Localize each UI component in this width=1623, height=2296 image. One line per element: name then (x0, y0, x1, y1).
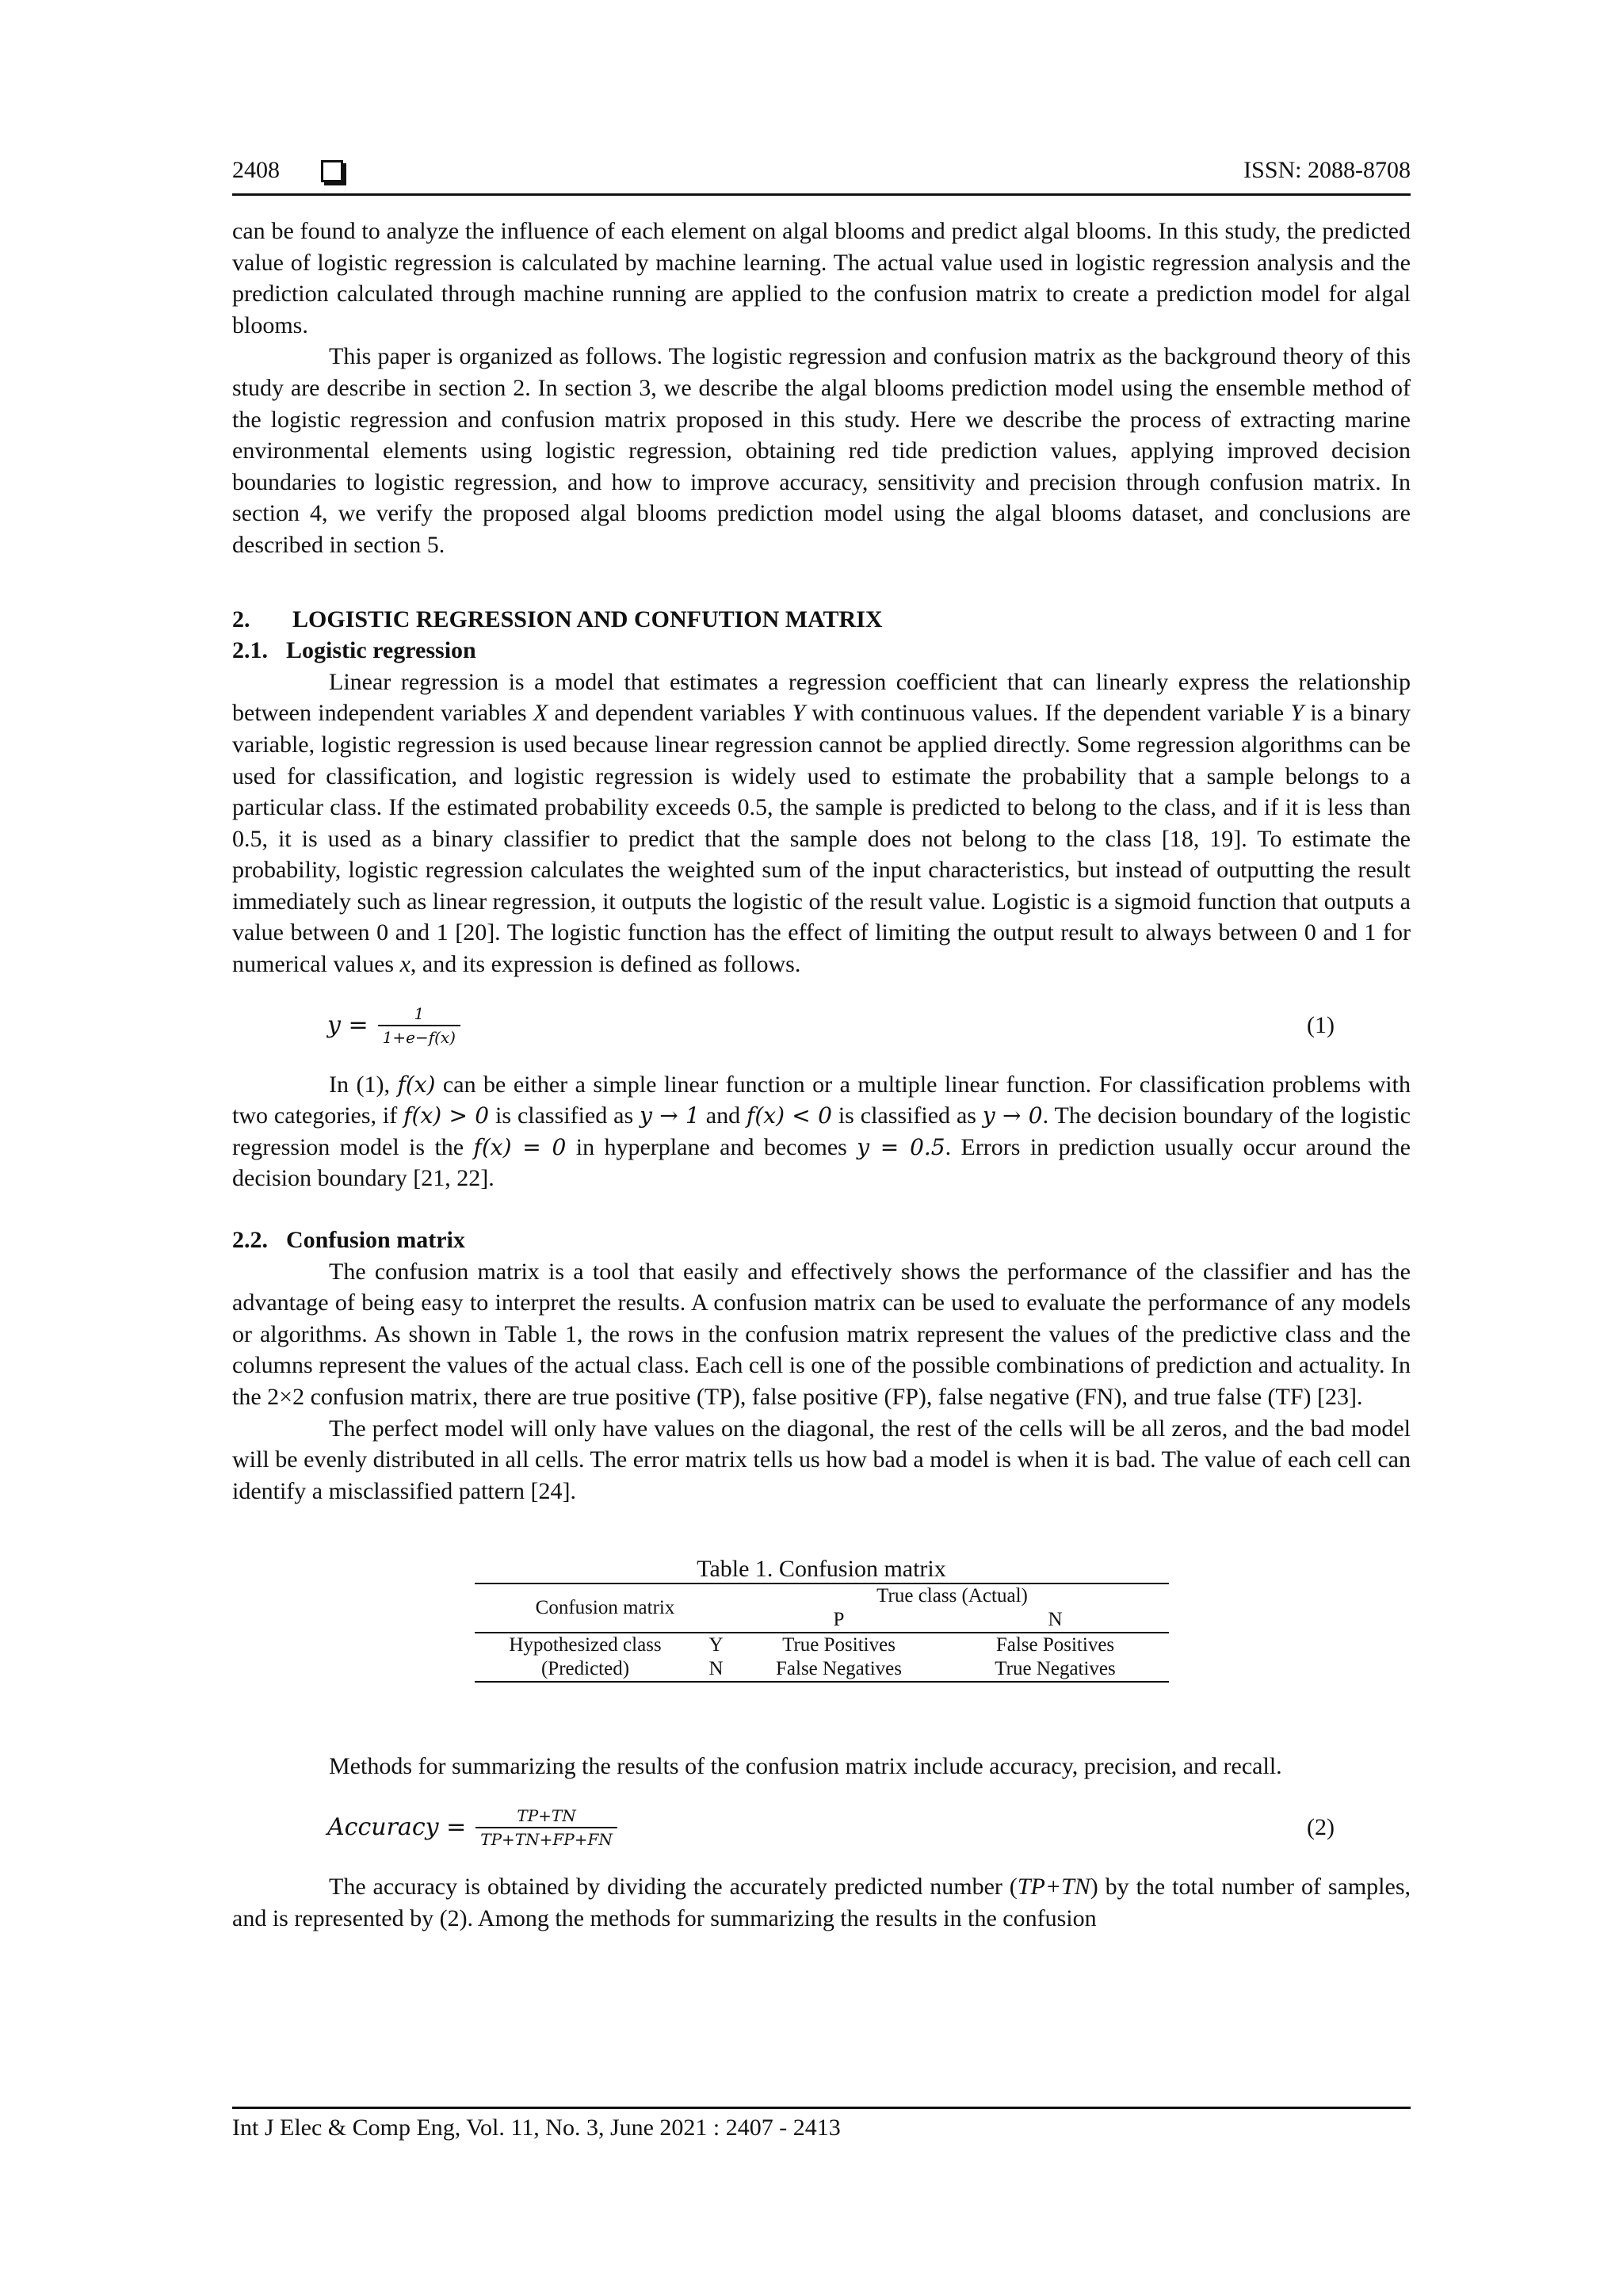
equation-2-lhs: Accuracy = (327, 1813, 467, 1842)
equation-1-denominator: 1+e−f(x) (378, 1025, 460, 1047)
equation-2-fraction (475, 1806, 617, 1849)
equation-1-numerator: 1 (414, 1003, 425, 1023)
table-row-header-n: N (697, 1657, 736, 1682)
section-title: LOGISTIC REGRESSION AND CONFUTION MATRIX (292, 606, 883, 632)
equation-2 (232, 1800, 1411, 1855)
accuracy-paragraph: The accuracy is obtained by dividing the accurately predicted number (TP+TN) by the total number of samples, and is represented by (2). Among the methods for summarizing the results in the confusion (232, 1873, 1411, 1931)
confusion-matrix-paragraph-1: The confusion matrix is a tool that easily and effectively shows the performance of the classifier and has the advantage of being easy to interpret the results. A confusion matrix can be used to evaluate the performance of any models or algorithms. As shown in Table 1, the rows in the confusion matrix represent the values of the predictive class and the columns represent the values of the actual class. Each cell is one of the possible combinations of prediction and actuality. In the 2×2 confusion matrix, there are true positive (TP), false positive (FP), false negative (FN), and true false (TF) [23]. (232, 1258, 1411, 1410)
intro-paragraph-1: can be found to analyze the influence of each element on algal blooms and predict algal blooms. In this study, the predicted value of logistic regression is calculated by machine learning. The actual value used in logistic regression analysis and the prediction calculated through machine running are applied to the confusion matrix to create a prediction model for algal blooms. (232, 218, 1411, 338)
subsection-number: 2.1. (232, 637, 268, 664)
table-corner-cell: Confusion matrix (475, 1584, 736, 1633)
intro-paragraph-2: This paper is organized as follows. The logistic regression and confusion matrix as the background theory of this study are describe in section 2. In section 3, we describe the algal blooms prediction model using the ensemble method of the logistic regression and confusion matrix proposed in this study. Here we describe the process of extracting marine environmental elements using logistic regression, obtaining red tide prediction values, applying improved decision boundaries to logistic regression, and how to improve accuracy, sensitivity and precision through confusion matrix. In section 4, we verify the proposed algal blooms prediction model using the algal blooms dataset, and conclusions are described in section 5. (232, 343, 1411, 558)
subsection-title: Logistic regression (286, 637, 476, 664)
summary-methods-paragraph: Methods for summarizing the results of the confusion matrix include accuracy, precision, and recall. (329, 1753, 1282, 1780)
subsection-2-2-heading (232, 1224, 1411, 1256)
equation-1-fraction (378, 1004, 460, 1047)
section-2-heading (232, 604, 1411, 636)
confusion-matrix-paragraph-2: The perfect model will only have values on the diagonal, the rest of the cells will be all zeros, and the bad model will be evenly distributed in all cells. The error matrix tells us how bad a model is when it is bad. The value of each cell can identify a misclassified pattern [24]. (232, 1415, 1411, 1504)
footer-citation: Int J Elec & Comp Eng, Vol. 11, No. 3, June 2021 : 2407 - 2413 (232, 2115, 841, 2141)
table-caption: Table 1. Confusion matrix (697, 1556, 946, 1583)
table-row-label: Hypothesized class (475, 1633, 697, 1657)
equation-1-body (327, 998, 460, 1053)
equation-1 (232, 998, 1411, 1053)
table-column-header-p: P (833, 1609, 845, 1631)
confusion-matrix-table (475, 1583, 1169, 1683)
table-cell-fn: False Negatives (736, 1657, 942, 1682)
header-rule (232, 193, 1411, 196)
subsection-2-1-heading (232, 635, 1411, 667)
section-number: 2. (232, 606, 250, 632)
table-column-header-n: N (1048, 1609, 1063, 1631)
checkbox-square-icon (321, 160, 343, 182)
equation-1-label: (1) (1307, 1011, 1335, 1038)
subsection-title: Confusion matrix (286, 1227, 465, 1254)
table-cell-fp: False Positives (942, 1633, 1169, 1657)
equation-2-label: (2) (1307, 1813, 1335, 1840)
page-content (232, 216, 1411, 1934)
equation-2-denominator: TP+TN+FP+FN (475, 1827, 617, 1849)
issn-label: ISSN: 2088-8708 (1243, 157, 1411, 183)
table-row-header-y: Y (697, 1633, 736, 1657)
table-cell-tn: True Negatives (942, 1657, 1169, 1682)
table-column-group-header: True class (Actual) (736, 1584, 1169, 1608)
table-cell-tp: True Positives (736, 1633, 942, 1657)
footer-rule (232, 2107, 1411, 2109)
table-row-label: (Predicted) (475, 1657, 697, 1682)
equation-2-numerator: TP+TN (517, 1805, 576, 1825)
page-header (232, 152, 1411, 193)
table-1 (475, 1556, 1169, 1683)
decision-boundary-paragraph: In (1), f(x) can be either a simple linear function or a multiple linear function. For classification problems with two categories, if f(x) > 0 is classified as y → 1 and f(x) < 0 is classified as y → 0. The decision boundary of the logistic regression model is the f(x) = 0 in hyperplane and becomes y = 0.5. Errors in prediction usually occur around the decision boundary [21, 22]. (232, 1071, 1411, 1192)
equation-1-lhs: y = (327, 1011, 369, 1040)
equation-2-body (327, 1800, 617, 1855)
page-number: 2408 (232, 157, 280, 183)
subsection-number: 2.2. (232, 1227, 268, 1254)
logistic-regression-paragraph: Linear regression is a model that estimates a regression coefficient that can linearly express the relationship between independent variables X and dependent variables Y with continuous values. If the dependent variable Y is a binary variable, logistic regression is used because linear regression cannot be applied directly. Some regression algorithms can be used for classification, and logistic regression is widely used to estimate the probability that a sample belongs to a particular class. If the estimated probability exceeds 0.5, the sample is predicted to belong to the class, and if it is less than 0.5, it is used as a binary classifier to predict that the sample does not belong to the class [18, 19]. To estimate the probability, logistic regression calculates the weighted sum of the input characteristics, but instead of outputting the result immediately such as linear regression, it outputs the logistic of the result value. Logistic is a sigmoid function that outputs a value between 0 and 1 [20]. The logistic function has the effect of limiting the output result to always between 0 and 1 for numerical values x, and its expression is defined as follows. (232, 668, 1411, 978)
